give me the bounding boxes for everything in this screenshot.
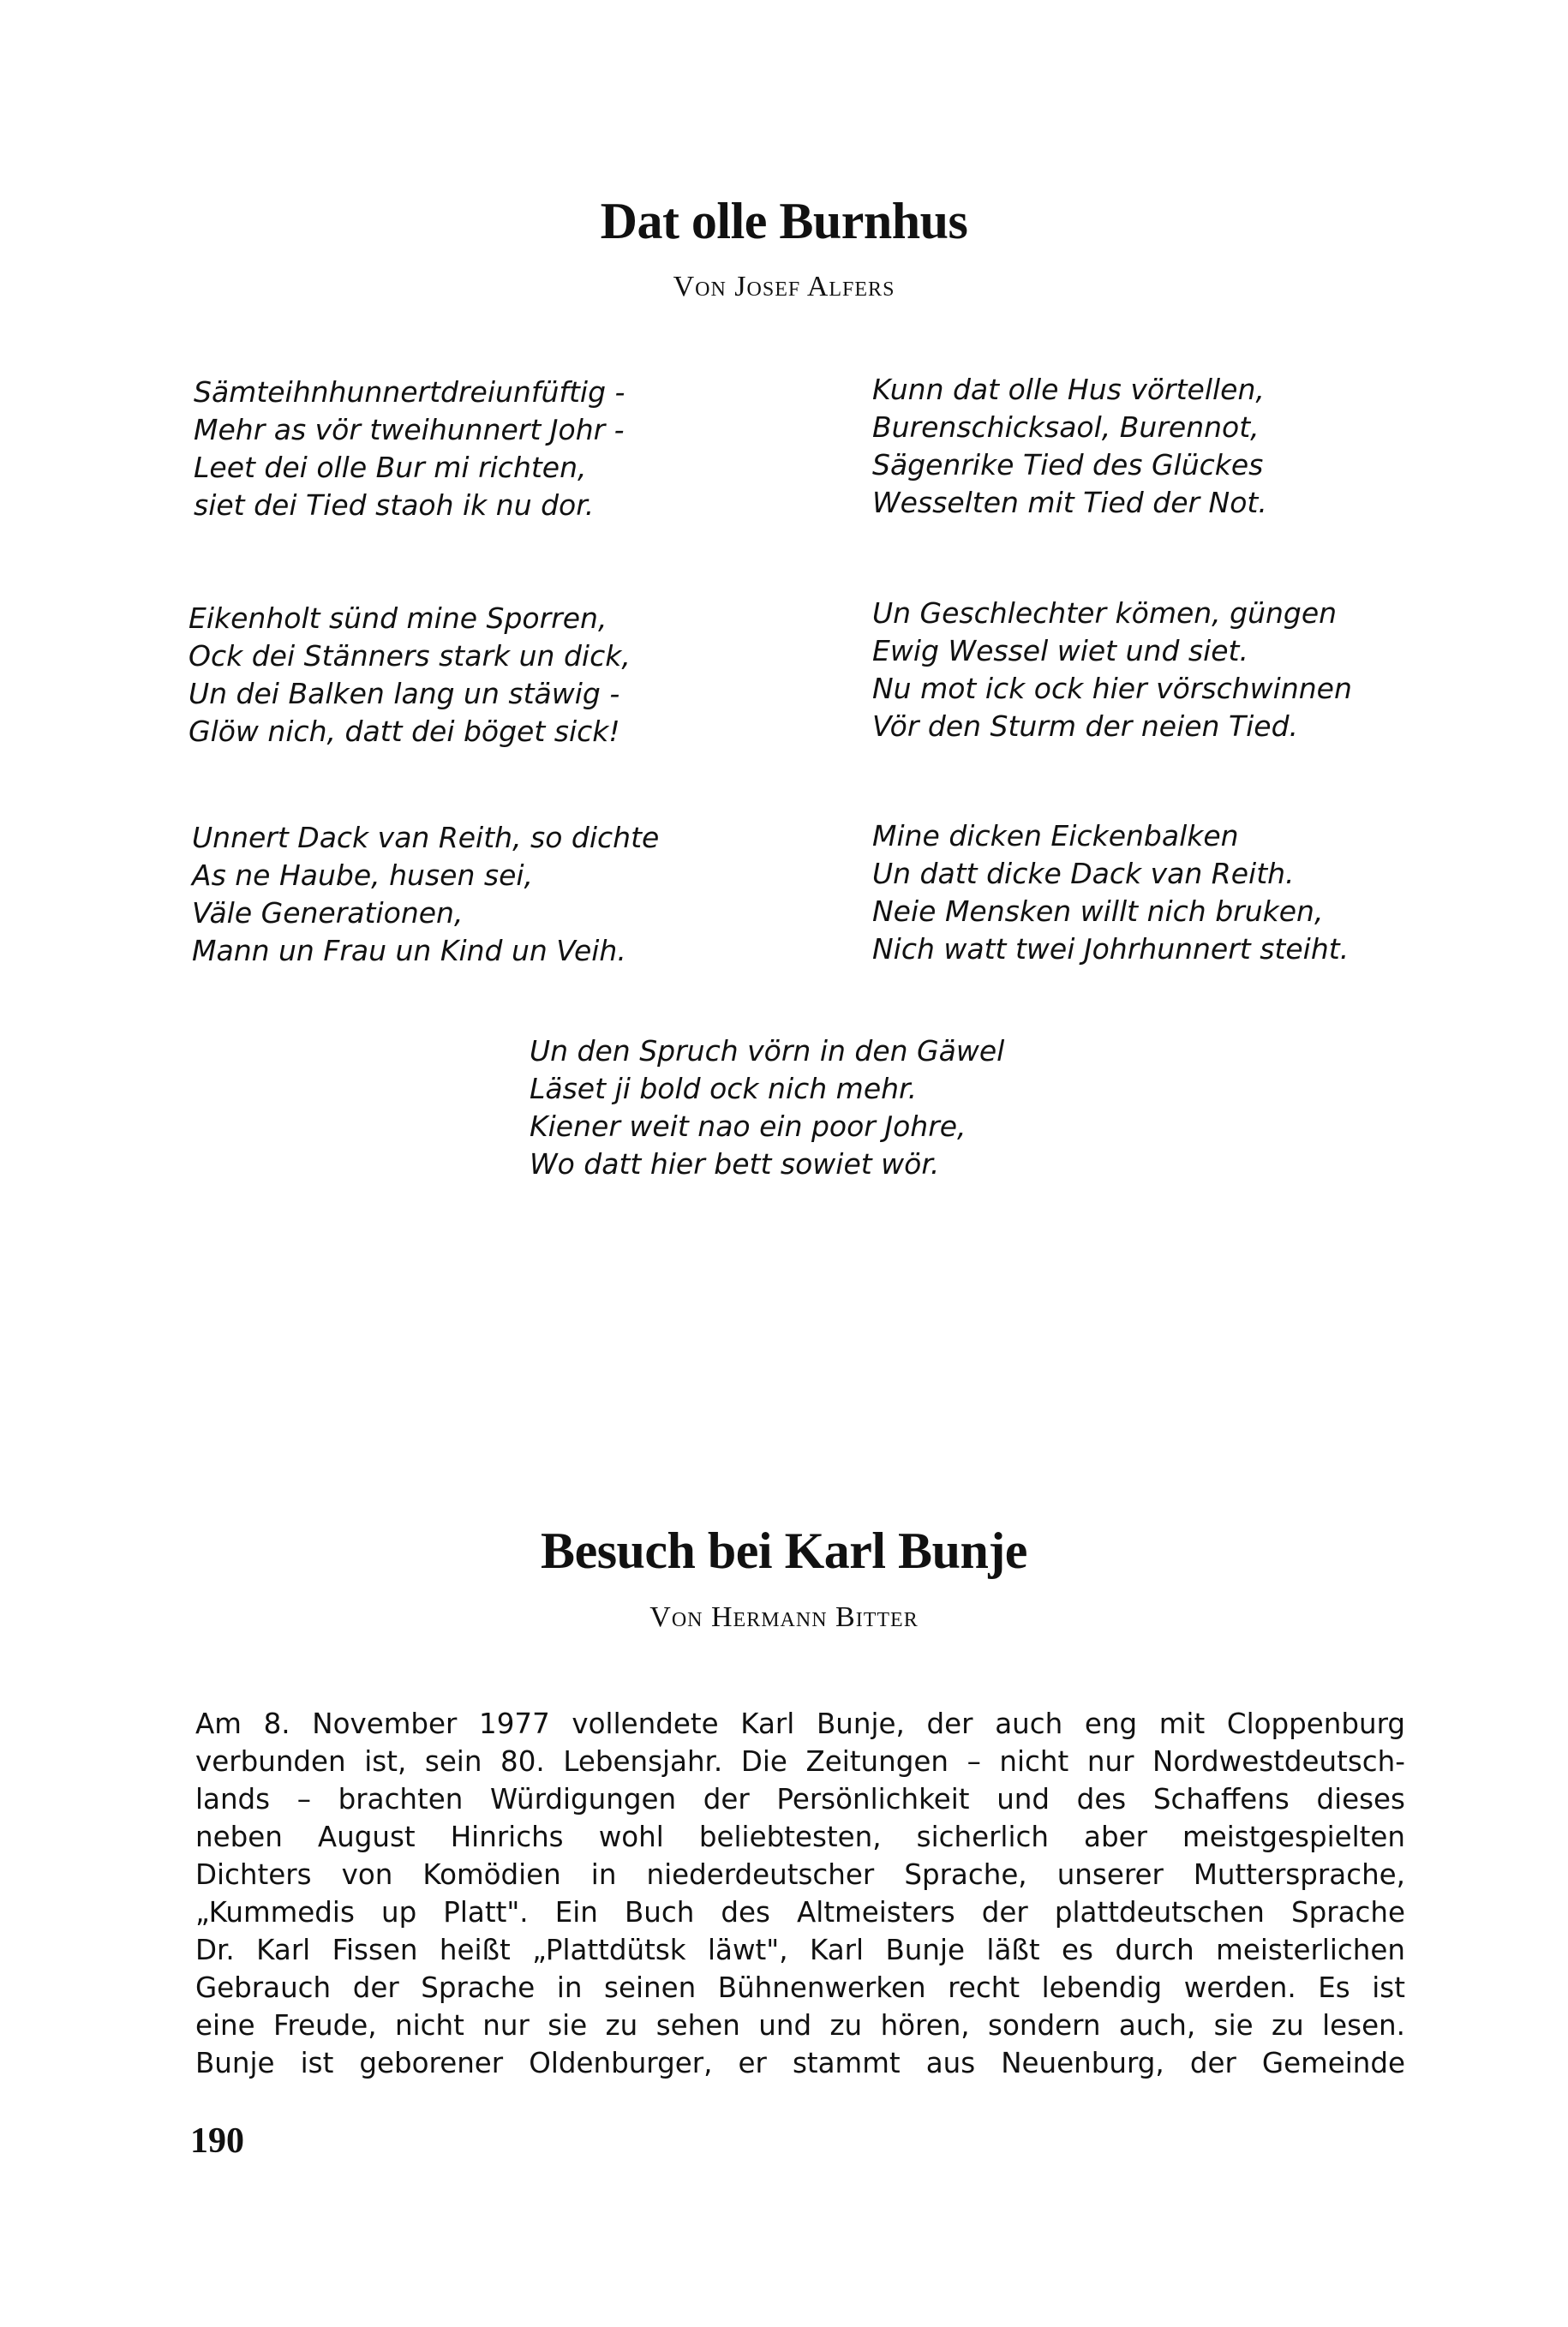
stanza-line: Unnert Dack van Reith, so dichte <box>192 821 660 854</box>
article-line: Dichters von Komödien in niederdeutscher Sprache, unserer Muttersprache, <box>195 1858 1405 1891</box>
stanza-line: Eikenholt sünd mine Sporren, <box>189 601 607 635</box>
article-title: Besuch bei Karl Bunje <box>541 1522 1027 1579</box>
stanza-line: Sägenrike Tied des Glückes <box>872 448 1264 482</box>
poem-stanza-2 <box>872 371 1267 522</box>
article-byline: Von Hermann Bitter <box>649 1601 919 1633</box>
article-line: „Kummedis up Platt". Ein Buch des Altmeisters der plattdeutschen Sprache <box>195 1896 1405 1929</box>
stanza-line: Un dei Balken lang un stäwig - <box>189 677 620 710</box>
article-line: Bunje ist geborener Oldenburger, er stammt aus Neuenburg, der Gemeinde <box>195 2047 1405 2079</box>
stanza-line: Wesselten mit Tied der Not. <box>872 486 1267 519</box>
stanza-line: Un datt dicke Dack van Reith. <box>872 857 1295 890</box>
poem-byline: Von Josef Alfers <box>673 271 895 302</box>
stanza-line: Väle Generationen, <box>192 896 464 930</box>
stanza-line: Läset ji bold ock nich mehr. <box>530 1072 918 1105</box>
stanza-line: Ock dei Stänners stark un dick, <box>189 639 631 673</box>
poem-stanza-4 <box>872 595 1352 745</box>
poem-stanza-1 <box>194 374 625 524</box>
article-line: Gebrauch der Sprache in seinen Bühnenwerken recht lebendig werden. Es ist <box>195 1971 1405 2004</box>
stanza-line: Vör den Sturm der neien Tied. <box>872 709 1299 743</box>
stanza-line: Sämteihnhunnertdreiunfüftig - <box>194 375 625 409</box>
article-body <box>195 1705 1405 2082</box>
stanza-line: Neie Mensken willt nich bruken, <box>872 894 1324 928</box>
poem-stanza-6 <box>872 817 1349 968</box>
article-line: lands – brachten Würdigungen der Persönlichkeit und des Schaffens dieses <box>195 1783 1405 1816</box>
stanza-line: Mann un Frau un Kind un Veih. <box>192 934 626 967</box>
article-line: eine Freude, nicht nur sie zu sehen und zu hören, sondern auch, sie zu lesen. <box>195 2009 1405 2042</box>
stanza-line: Wo datt hier bett sowiet wör. <box>530 1147 940 1181</box>
page-number: 190 <box>190 2121 244 2161</box>
poem-stanza-3 <box>189 600 631 751</box>
article-line: neben August Hinrichs wohl beliebtesten, sicherlich aber meistgespielten <box>195 1821 1405 1853</box>
stanza-line: Glöw nich, datt dei böget sick! <box>189 715 620 748</box>
stanza-line: As ne Haube, husen sei, <box>192 858 534 892</box>
stanza-line: Ewig Wessel wiet und siet. <box>872 634 1248 667</box>
stanza-line: Un den Spruch vörn in den Gäwel <box>530 1034 1005 1068</box>
stanza-line: Nu mot ick ock hier vörschwinnen <box>872 672 1352 705</box>
article-line: Am 8. November 1977 vollendete Karl Bunje, der auch eng mit Cloppenburg <box>195 1708 1405 1740</box>
stanza-line: Nich watt twei Johrhunnert steiht. <box>872 932 1350 966</box>
article-line: Dr. Karl Fissen heißt „Plattdütsk läwt", Karl Bunje läßt es durch meisterlichen <box>195 1934 1405 1966</box>
stanza-line: Mehr as vör tweihunnert Johr - <box>194 413 625 446</box>
stanza-line: Kiener weit nao ein poor Johre, <box>530 1110 967 1143</box>
stanza-line: Kunn dat olle Hus vörtellen, <box>872 373 1265 406</box>
article-line: verbunden ist, sein 80. Lebensjahr. Die Zeitungen – nicht nur Nordwestdeutsch- <box>195 1745 1405 1778</box>
poem-stanza-7 <box>530 1032 1004 1183</box>
stanza-line: siet dei Tied staoh ik nu dor. <box>194 488 595 522</box>
stanza-line: Mine dicken Eickenbalken <box>872 819 1239 852</box>
poem-title: Dat olle Burnhus <box>600 193 968 249</box>
poem-stanza-5 <box>192 819 659 970</box>
stanza-line: Burenschicksaol, Burennot, <box>872 410 1260 444</box>
stanza-line: Leet dei olle Bur mi richten, <box>194 451 587 484</box>
stanza-line: Un Geschlechter kömen, güngen <box>872 596 1338 630</box>
